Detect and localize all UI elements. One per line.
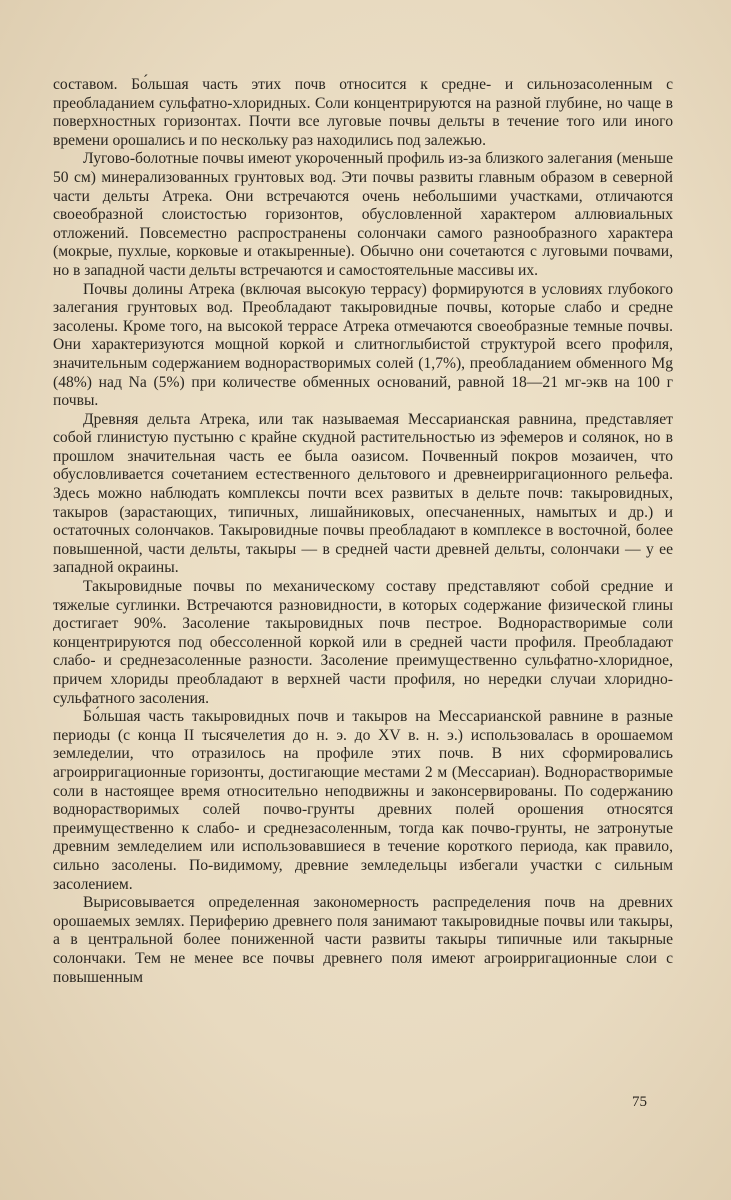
body-text <box>53 76 673 987</box>
paragraph-atrek-valley-soils: Почвы долины Атрека (включая высокую террасу) формируются в условиях глубокого залегания грунтовых вод. Преобладают такыровидные почвы, которые слабо и средне засолены. Кроме того, на высокой террасе Атрека отмечаются своеобразные темные почвы. Они характеризуются мощной коркой и слитноглыбистой структурой всего профиля, значительным содержанием воднорастворимых солей (1,7%), преобладанием обменного Mg (48%) над Na (5%) при количестве обменных оснований, равной 18—21 мг-экв на 100 г почвы. <box>53 280 673 410</box>
page-number: 75 <box>632 1094 647 1110</box>
paragraph-soil-distribution: Вырисовывается определенная закономерность распределения почв на древних орошаемых землях. Периферию древнего поля занимают такыровидные почвы или такыры, а в центральной более пониженной части развиты такыры типичные или такырные солончаки. Тем не менее все почвы древнего поля имеют агроирригационные слои с повышенным <box>53 894 673 986</box>
paragraph-ancient-delta: Древняя дельта Атрека, или так называемая Мессарианская равнина, представляет собой глинистую пустыню с крайне скудной растительностью из эфемеров и солянок, но в прошлом значительная часть ее была оазисом. Почвенный покров мозаичен, что обусловливается сочетанием естественного дельтового и древнеирригационного рельефа. Здесь можно наблюдать комплексы почти всех развитых в дельте почв: такыровидных, такыров (зарастающих, типичных, лишайниковых, опесчаненных, намытых и др.) и остаточных солончаков. Такыровидные почвы преобладают в комплексе в восточной, более повышенной, части дельты, такыры — в средней части древней дельты, солончаки — у ее западной окраины. <box>53 410 673 577</box>
paragraph-takyr-soils: Такыровидные почвы по механическому составу представляют собой средние и тяжелые суглинки. Встречаются разновидности, в которых содержание физической глины достигает 90%. Засоление такыровидных почв пестрое. Воднорастворимые соли концентрируются под обессоленной коркой или в средней части профиля. Преобладают слабо- и среднезасоленные разности. Засоление преимущественно сульфатно-хлоридное, причем хлориды преобладают в верхней части профиля, но нередки случаи хлоридно-сульфатного засоления. <box>53 578 673 707</box>
paragraph-meadow-bog-soils: Лугово-болотные почвы имеют укороченный профиль из-за близкого залегания (меньше 50 см) минерализованных грунтовых вод. Эти почвы развиты главным образом в северной части дельты Атрека. Они встречаются очень небольшими участками, отличаются своеобразной слоистостью горизонтов, обусловленной характером аллювиальных отложений. Повсеместно распространены солончаки самого разнообразного характера (мокрые, пухлые, корковые и отакыренные). Обычно они сочетаются с луговыми почвами, но в западной части дельты встречаются и самостоятельные массивы их. <box>53 150 673 279</box>
paragraph-continuation: составом. Бо́льшая часть этих почв относится к средне- и сильнозасоленным с преобладанием сульфатно-хлоридных. Соли концентрируются на разной глубине, но чаще в поверхностных горизонтах. Почти все луговые почвы дельты в течение того или иного времени орошались и по нескольку раз находились под залежью. <box>53 76 673 149</box>
paragraph-irrigation-history: Бо́льшая часть такыровидных почв и такыров на Мессарианской равнине в разные периоды (с конца II тысячелетия до н. э. до XV в. н. э.) использовалась в орошаемом земледелии, что отразилось на профиле этих почв. В них сформировались агроирригационные горизонты, достигающие местами 2 м (Мессариан). Воднорастворимые соли в настоящее время относительно неподвижны и законсервированы. По содержанию воднорастворимых солей почво-грунты древних полей орошения относятся преимущественно к слабо- и среднезасоленным, тогда как почво-грунты, не затронутые древним земледелием или использовавшиеся в течение короткого периода, как правило, сильно засолены. По-видимому, древние земледельцы избегали участки с сильным засолением. <box>53 708 673 893</box>
